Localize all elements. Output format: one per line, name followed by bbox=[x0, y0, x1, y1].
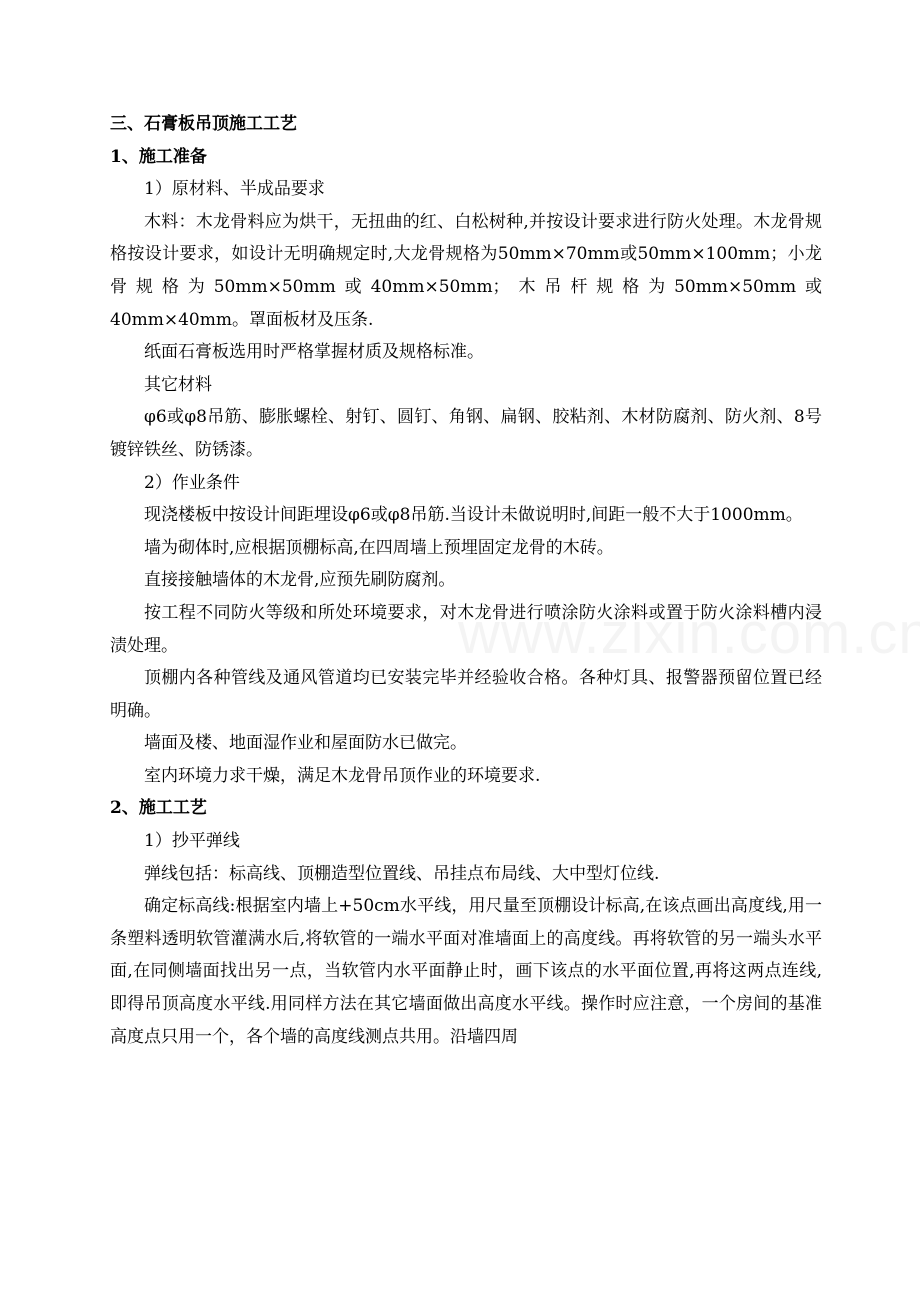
paragraph: 纸面石膏板选用时严格掌握材质及规格标准。 bbox=[144, 342, 484, 363]
paragraph: 顶棚内各种管线及通风管道均已安装完毕并经验收合格。各种灯具、报警器预留位置已经明确。 bbox=[110, 668, 822, 721]
paragraph: 现浇楼板中按设计间距埋设φ6或φ8吊筋.当设计未做说明时,间距一般不大于1000mm。 bbox=[144, 505, 803, 526]
subsection-title: 1）抄平弹线 bbox=[144, 831, 240, 852]
section-heading: 三、石膏板吊顶施工工艺 bbox=[110, 114, 297, 134]
paragraph: 墙为砌体时,应根据顶棚标高,在四周墙上预埋固定龙骨的木砖。 bbox=[144, 537, 614, 558]
paragraph: 墙面及楼、地面湿作业和屋面防水已做完。 bbox=[144, 733, 467, 754]
paragraph: 其它材料 bbox=[144, 374, 212, 395]
paragraph: 室内环境力求干燥，满足木龙骨吊顶作业的环境要求. bbox=[144, 765, 541, 786]
subsection-title: 1）原材料、半成品要求 bbox=[144, 179, 325, 200]
paragraph: 弹线包括：标高线、顶棚造型位置线、吊挂点布局线、大中型灯位线. bbox=[144, 863, 660, 884]
section-heading: 1、施工准备 bbox=[110, 146, 207, 167]
subsection-title: 2）作业条件 bbox=[144, 472, 240, 493]
paragraph: 确定标高线:根据室内墙上+50cm水平线，用尺量至顶棚设计标高,在该点画出高度线,用一条塑料透明软管灌满水后,将软管的一端水平面对准墙面上的高度线。再将软管的另一端头水平面,在同侧墙面找出另一点，当软管内水平面静止时，画下该点的水平面位置,再将这两点连线,即得吊顶高度水平线.用同样方法在其它墙面做出高度水平线。操作时应注意，一个房间的基准高度点只用一个，各个墙的高度线测点共用。沿墙四周 bbox=[110, 896, 822, 1047]
paragraph: 木料：木龙骨料应为烘干，无扭曲的红、白松树种,并按设计要求进行防火处理。木龙骨规格按设计要求，如设计无明确规定时,大龙骨规格为50mm×70mm或50mm×100mm；小龙骨规格为50mm×50mm或40mm×50mm；木吊杆规格为50mm×50mm或40mm×40mm。罩面板材及压条. bbox=[110, 211, 822, 330]
paragraph: 按工程不同防火等级和所处环境要求，对木龙骨进行喷涂防火涂料或置于防火涂料槽内浸渍处理。 bbox=[110, 602, 822, 656]
paragraph: φ6或φ8吊筋、膨胀螺栓、射钉、圆钉、角钢、扁钢、胶粘剂、木材防腐剂、防火剂、8号镀锌铁丝、防锈漆。 bbox=[110, 407, 822, 460]
section-heading: 2、施工工艺 bbox=[110, 798, 207, 819]
document-body bbox=[110, 108, 822, 1053]
paragraph: 直接接触墙体的木龙骨,应预先刷防腐剂。 bbox=[144, 570, 456, 591]
